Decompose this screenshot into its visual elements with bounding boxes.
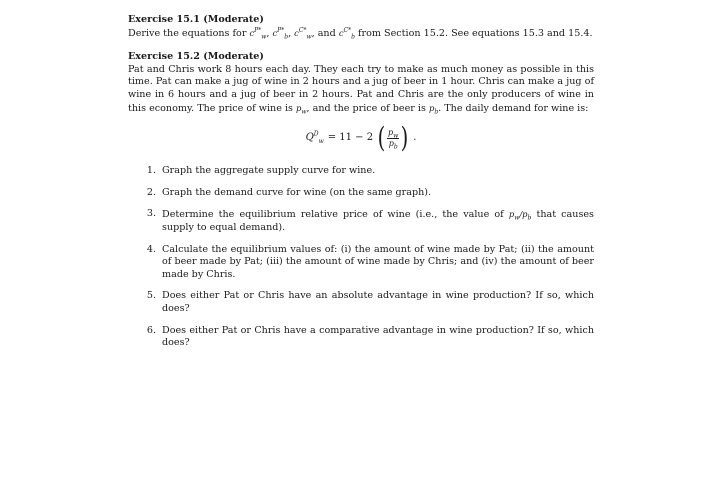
list-item: [128, 208, 594, 234]
question-list: [128, 165, 594, 350]
symbol-ccw: $c^{C*}_w$: [294, 26, 312, 41]
item-number: 6.: [146, 324, 156, 336]
list-item: [128, 244, 594, 282]
item-text: Does either Pat or Chris have a comparative advantage in wine production? If so, which does?: [162, 324, 594, 349]
left-paren: (: [377, 121, 386, 155]
price-beer-symbol: $p_b$: [428, 102, 439, 116]
equation-lhs: $Q^D_w$: [305, 130, 324, 145]
demand-equation: [128, 121, 594, 155]
item-number: 2.: [146, 186, 156, 198]
list-item: [128, 187, 594, 200]
ex1-text-after: from Section 15.2. See equations 15.3 and 15.4.: [354, 27, 593, 39]
price-wine-symbol: $p_w$: [296, 102, 307, 116]
exercise-15-1-text: Derive the equations for $c^{P*}_w$, $c^{P*}_b$, $c^{C*}_w$, and $c^{C*}_b$ from Section 15.2. See equations 15.3 and 15.4.: [128, 26, 593, 41]
symbol-cpw: $c^{P*}_w$: [249, 26, 267, 41]
ex2-intro-mid: , and the price of beer is: [306, 102, 429, 114]
price-ratio-fraction: [387, 128, 399, 149]
item-number: 1.: [146, 165, 156, 177]
item-text: Graph the aggregate supply curve for wine.: [162, 165, 376, 177]
list-item: [128, 165, 594, 178]
ex2-intro-after: . The daily demand for wine is:: [438, 102, 589, 114]
symbol-ccb: $c^{C*}_b$: [338, 26, 355, 41]
equation-end: .: [413, 131, 417, 143]
exercise-15-1-title: Exercise 15.1 (Moderate): [128, 14, 264, 25]
item-number: 5.: [146, 290, 156, 302]
item-number: 3.: [146, 208, 156, 220]
list-item: [128, 290, 594, 315]
item-number: 4.: [146, 243, 156, 255]
exercise-15-2-intro: [128, 64, 594, 115]
symbol-cpb: $c^{P*}_b$: [272, 26, 289, 41]
relative-price-symbol: $p_w/p_b$: [508, 209, 532, 223]
fraction-numerator: $p_w$: [388, 127, 399, 140]
item-text: Does either Pat or Chris have an absolute advantage in wine production? If so, which does?: [162, 290, 594, 314]
document-page: [128, 14, 594, 359]
exercise-15-2-title: Exercise 15.2 (Moderate): [128, 51, 264, 63]
ex1-text-before: Derive the equations for: [128, 27, 250, 39]
equation-equals-minus: = 11 − 2: [327, 131, 374, 143]
ex2-intro-before: Pat and Chris work 8 hours each day. They each try to make as much money as possible in this time. Pat can make a jug of wine in 2 hours and a jug of beer in 1 hour. Chris can make a jug of wine in 6 hours and a jug of beer in 2 hours. Pat and Chris are the only producers of wine in this economy. The price of wine is: [128, 63, 594, 114]
fraction-denominator: $p_b$: [388, 138, 398, 151]
list-item: [128, 325, 594, 350]
right-paren: ): [400, 121, 409, 155]
item-text: Determine the equilibrium relative price of wine (i.e., the value of $p_w/p_b$ that causes supply to equal demand).: [162, 209, 594, 233]
item-text: Graph the demand curve for wine (on the same graph).: [162, 186, 432, 198]
item-text: Calculate the equilibrium values of: (i) the amount of wine made by Pat; (ii) the amount of beer made by Pat; (iii) the amount of wine made by Chris; and (iv) the amount of beer made by Chris.: [162, 243, 594, 280]
